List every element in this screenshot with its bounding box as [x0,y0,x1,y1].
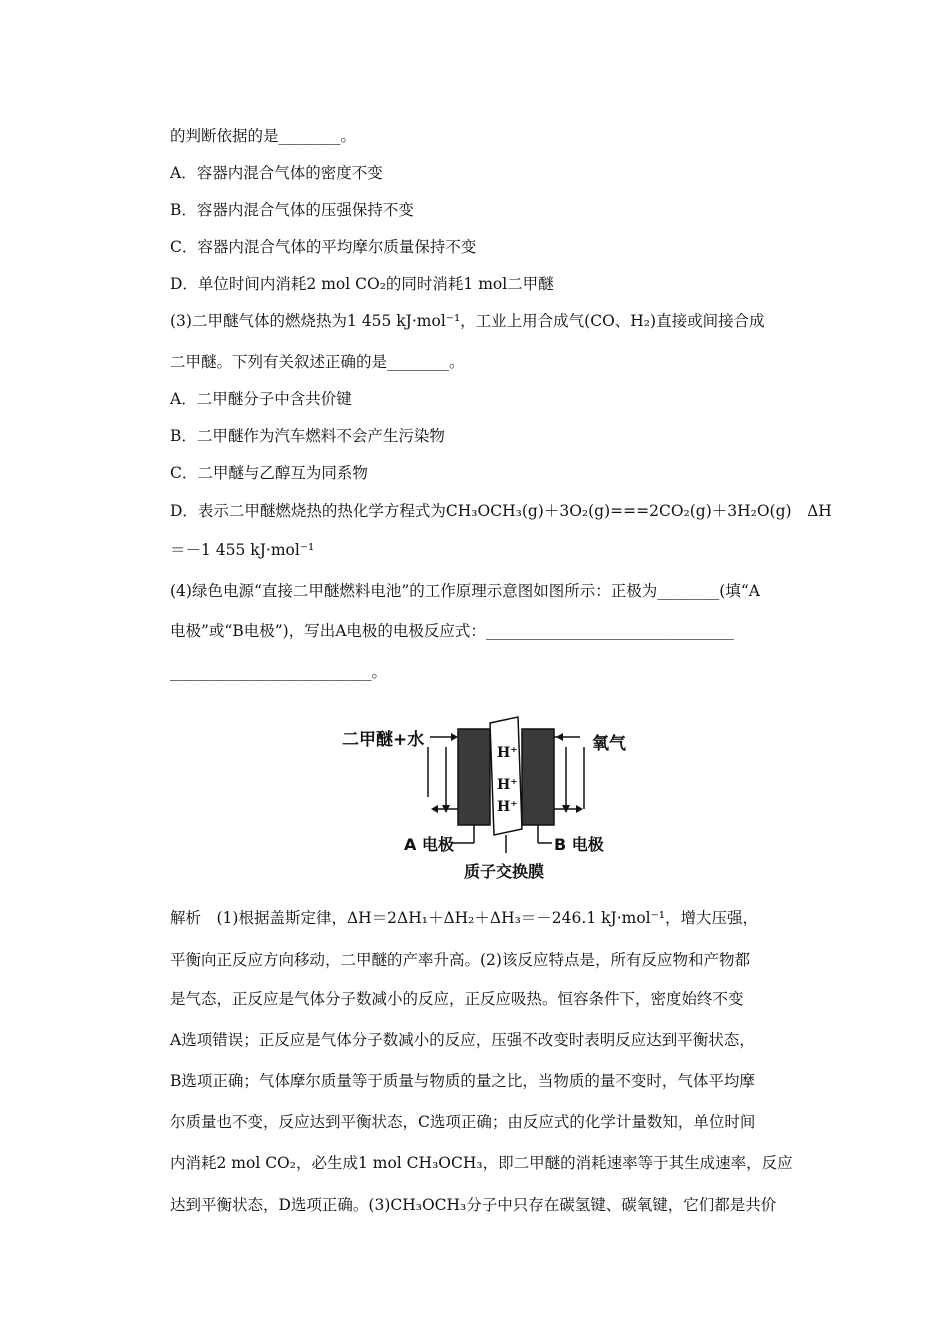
text-line-1: 的判断依据的是________。 [170,127,357,145]
question-4-line-3: __________________________。 [170,663,388,681]
q3-option-a: A．二甲醚分子中含共价键 [170,390,352,408]
analysis-line-8: 达到平衡状态，D选项正确。(3)CH₃OCH₃分子中只存在碳氢键、碳氧键，它们都是共价 [170,1196,777,1214]
left-input-label: 二甲醚+水 [342,730,425,750]
analysis-line-3: 是气态，正反应是气体分子数减小的反应，正反应吸热。恒容条件下，密度始终不变 [170,990,744,1008]
electrode-b-label: B 电极 [554,835,604,854]
analysis-line-2: 平衡向正反应方向移动，二甲醚的产率升高。(2)该反应特点是，所有反应物和产物都 [170,951,750,969]
proton-label-2: H⁺ [497,777,518,793]
q3-option-d-cont: ＝－1 455 kJ·mol⁻¹ [170,541,315,559]
q3-option-c: C．二甲醚与乙醇互为同系物 [170,464,368,482]
proton-label-3: H⁺ [497,799,518,815]
analysis-line-6: 尔质量也不变，反应达到平衡状态，C选项正确；由反应式的化学计量数知，单位时间 [170,1113,756,1131]
q3-option-d: D．表示二甲醚燃烧热的热化学方程式为CH₃OCH₃(g)＋3O₂(g)===2CO₂(g)＋3H₂O(g) ΔH [170,502,832,520]
proton-membrane [490,717,522,835]
question-4-line-1: (4)绿色电源“直接二甲醚燃料电池”的工作原理示意图如图所示：正极为________(填“A [170,582,760,600]
option-d-consumption: D．单位时间内消耗2 mol CO₂的同时消耗1 mol二甲醚 [170,275,554,293]
analysis-line-4: A选项错误；正反应是气体分子数减小的反应，压强不改变时表明反应达到平衡状态， [170,1031,755,1049]
proton-label-1: H⁺ [497,745,518,761]
electrode-a-block [458,729,490,825]
q3-option-b: B．二甲醚作为汽车燃料不会产生污染物 [170,427,445,445]
question-4-line-2: 电极”或“B电极”)，写出A电极的电极反应式：________________________________ [170,622,734,640]
analysis-line-7: 内消耗2 mol CO₂，必生成1 mol CH₃OCH₃，即二甲醚的消耗速率等于其生成速率，反应 [170,1154,793,1172]
option-c-molar-mass: C．容器内混合气体的平均摩尔质量保持不变 [170,238,477,256]
electrode-a-label: A 电极 [404,835,454,854]
question-3-line-1: (3)二甲醚气体的燃烧热为1 455 kJ·mol⁻¹，工业上用合成气(CO、H₂)直接或间接合成 [170,312,765,330]
fuel-cell-diagram [340,705,640,890]
question-3-line-2: 二甲醚。下列有关叙述正确的是________。 [170,353,465,371]
option-a-density: A．容器内混合气体的密度不变 [170,164,383,182]
option-b-pressure: B．容器内混合气体的压强保持不变 [170,201,414,219]
membrane-label: 质子交换膜 [464,862,545,881]
electrode-b-block [522,729,554,825]
right-input-label: 氧气 [592,734,626,754]
analysis-line-1: 解析 (1)根据盖斯定律，ΔH＝2ΔH₁＋ΔH₂＋ΔH₃＝－246.1 kJ·mol⁻¹，增大压强， [170,909,759,927]
analysis-line-5: B选项正确；气体摩尔质量等于质量与物质的量之比，当物质的量不变时，气体平均摩 [170,1072,755,1090]
